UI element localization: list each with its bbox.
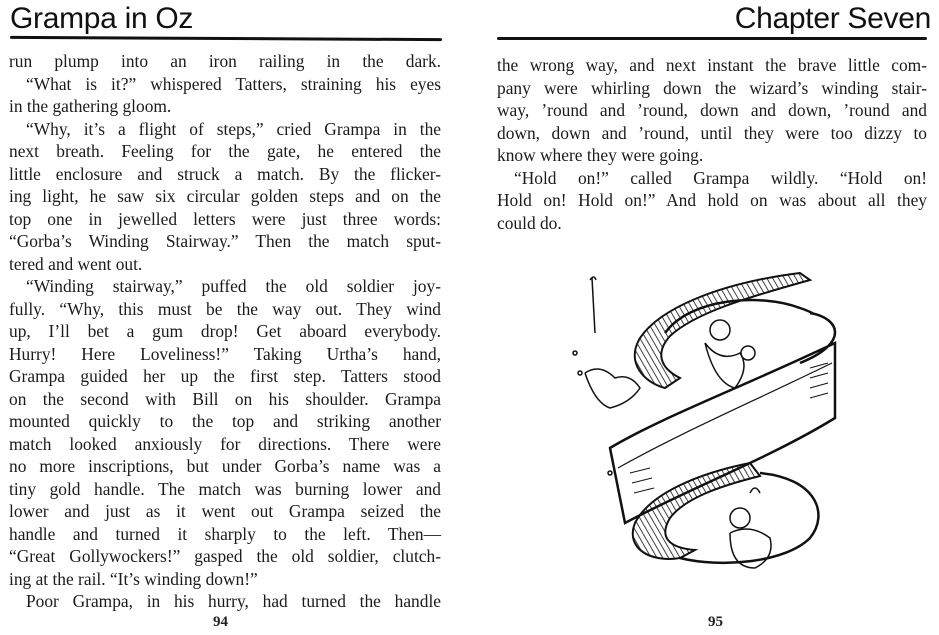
text-line: fully. “Why, this must be the way out. They wind <box>9 298 441 319</box>
header-rule <box>497 37 927 40</box>
text-line: mounted quickly to the top and striking another <box>9 411 441 431</box>
text-line: could do. <box>497 212 562 233</box>
running-head-book-title: Grampa in Oz <box>10 2 194 35</box>
body-text <box>497 54 927 234</box>
text-line: next breath. Feeling for the gate, he entered the <box>9 141 441 161</box>
text-line: in the gathering gloom. <box>9 96 172 116</box>
text-line: run plump into an iron railing in the dark. <box>9 51 441 71</box>
text-line: ing at the rail. “It’s winding down!” <box>9 568 258 589</box>
text-line: “Hold on!” called Grampa wildly. “Hold on! <box>514 167 927 188</box>
text-line: pany were whirling down the wizard’s winding stair- <box>497 77 927 98</box>
running-head-chapter-title: Chapter Seven <box>734 2 931 35</box>
text-line: no more inscriptions, but under Gorba’s name was a <box>9 456 441 476</box>
right-page <box>470 0 939 635</box>
text-line: ing light, he saw six circular golden steps and on the <box>9 186 441 206</box>
text-line: way, ’round and ’round, down and down, ’round and <box>497 100 927 120</box>
text-line: match looked anxiously for directions. There were <box>9 433 441 454</box>
body-text <box>9 50 441 613</box>
page-number: 94 <box>213 614 228 630</box>
page-number: 95 <box>708 614 723 630</box>
text-line: know where they were going. <box>497 145 704 165</box>
text-line: up, I’ll bet a gum drop! Get aboard everybody. <box>9 321 441 341</box>
text-line: top one in jewelled letters were just three words: <box>9 208 441 229</box>
text-line: lower and just as it went out Grampa seized the <box>9 501 441 521</box>
text-line: tered and went out. <box>9 253 143 274</box>
text-line: little enclosure and struck a match. By the flicker- <box>9 163 441 184</box>
text-line: Hurry! Here Loveliness!” Taking Urtha’s hand, <box>9 343 441 364</box>
text-line: “Great Gollywockers!” gasped the old soldier, clutch- <box>9 546 441 566</box>
text-line: “Why, it’s a flight of steps,” cried Grampa in the <box>26 118 441 139</box>
text-line: Grampa guided her up the first step. Tatters stood <box>9 366 441 386</box>
text-line: on the second with Bill on his shoulder. Grampa <box>9 388 441 409</box>
spiral-stairway-illustration <box>570 258 860 578</box>
text-line: Poor Grampa, in his hurry, had turned the handle <box>26 591 441 611</box>
text-line: “What is it?” whispered Tatters, straining his eyes <box>26 73 441 94</box>
text-line: handle and turned it sharply to the left. Then— <box>9 523 441 544</box>
text-line: tiny gold handle. The match was burning lower and <box>9 478 441 499</box>
text-line: the wrong way, and next instant the brave little com- <box>497 55 927 75</box>
text-line: “Winding stairway,” puffed the old soldier joy- <box>26 276 441 296</box>
header-rule <box>10 36 442 41</box>
text-line: Hold on! Hold on!” And hold on was about all they <box>497 190 927 210</box>
text-line: “Gorba’s Winding Stairway.” Then the match sput- <box>9 231 441 251</box>
text-line: down, down and ’round, until they were too dizzy to <box>497 122 927 143</box>
